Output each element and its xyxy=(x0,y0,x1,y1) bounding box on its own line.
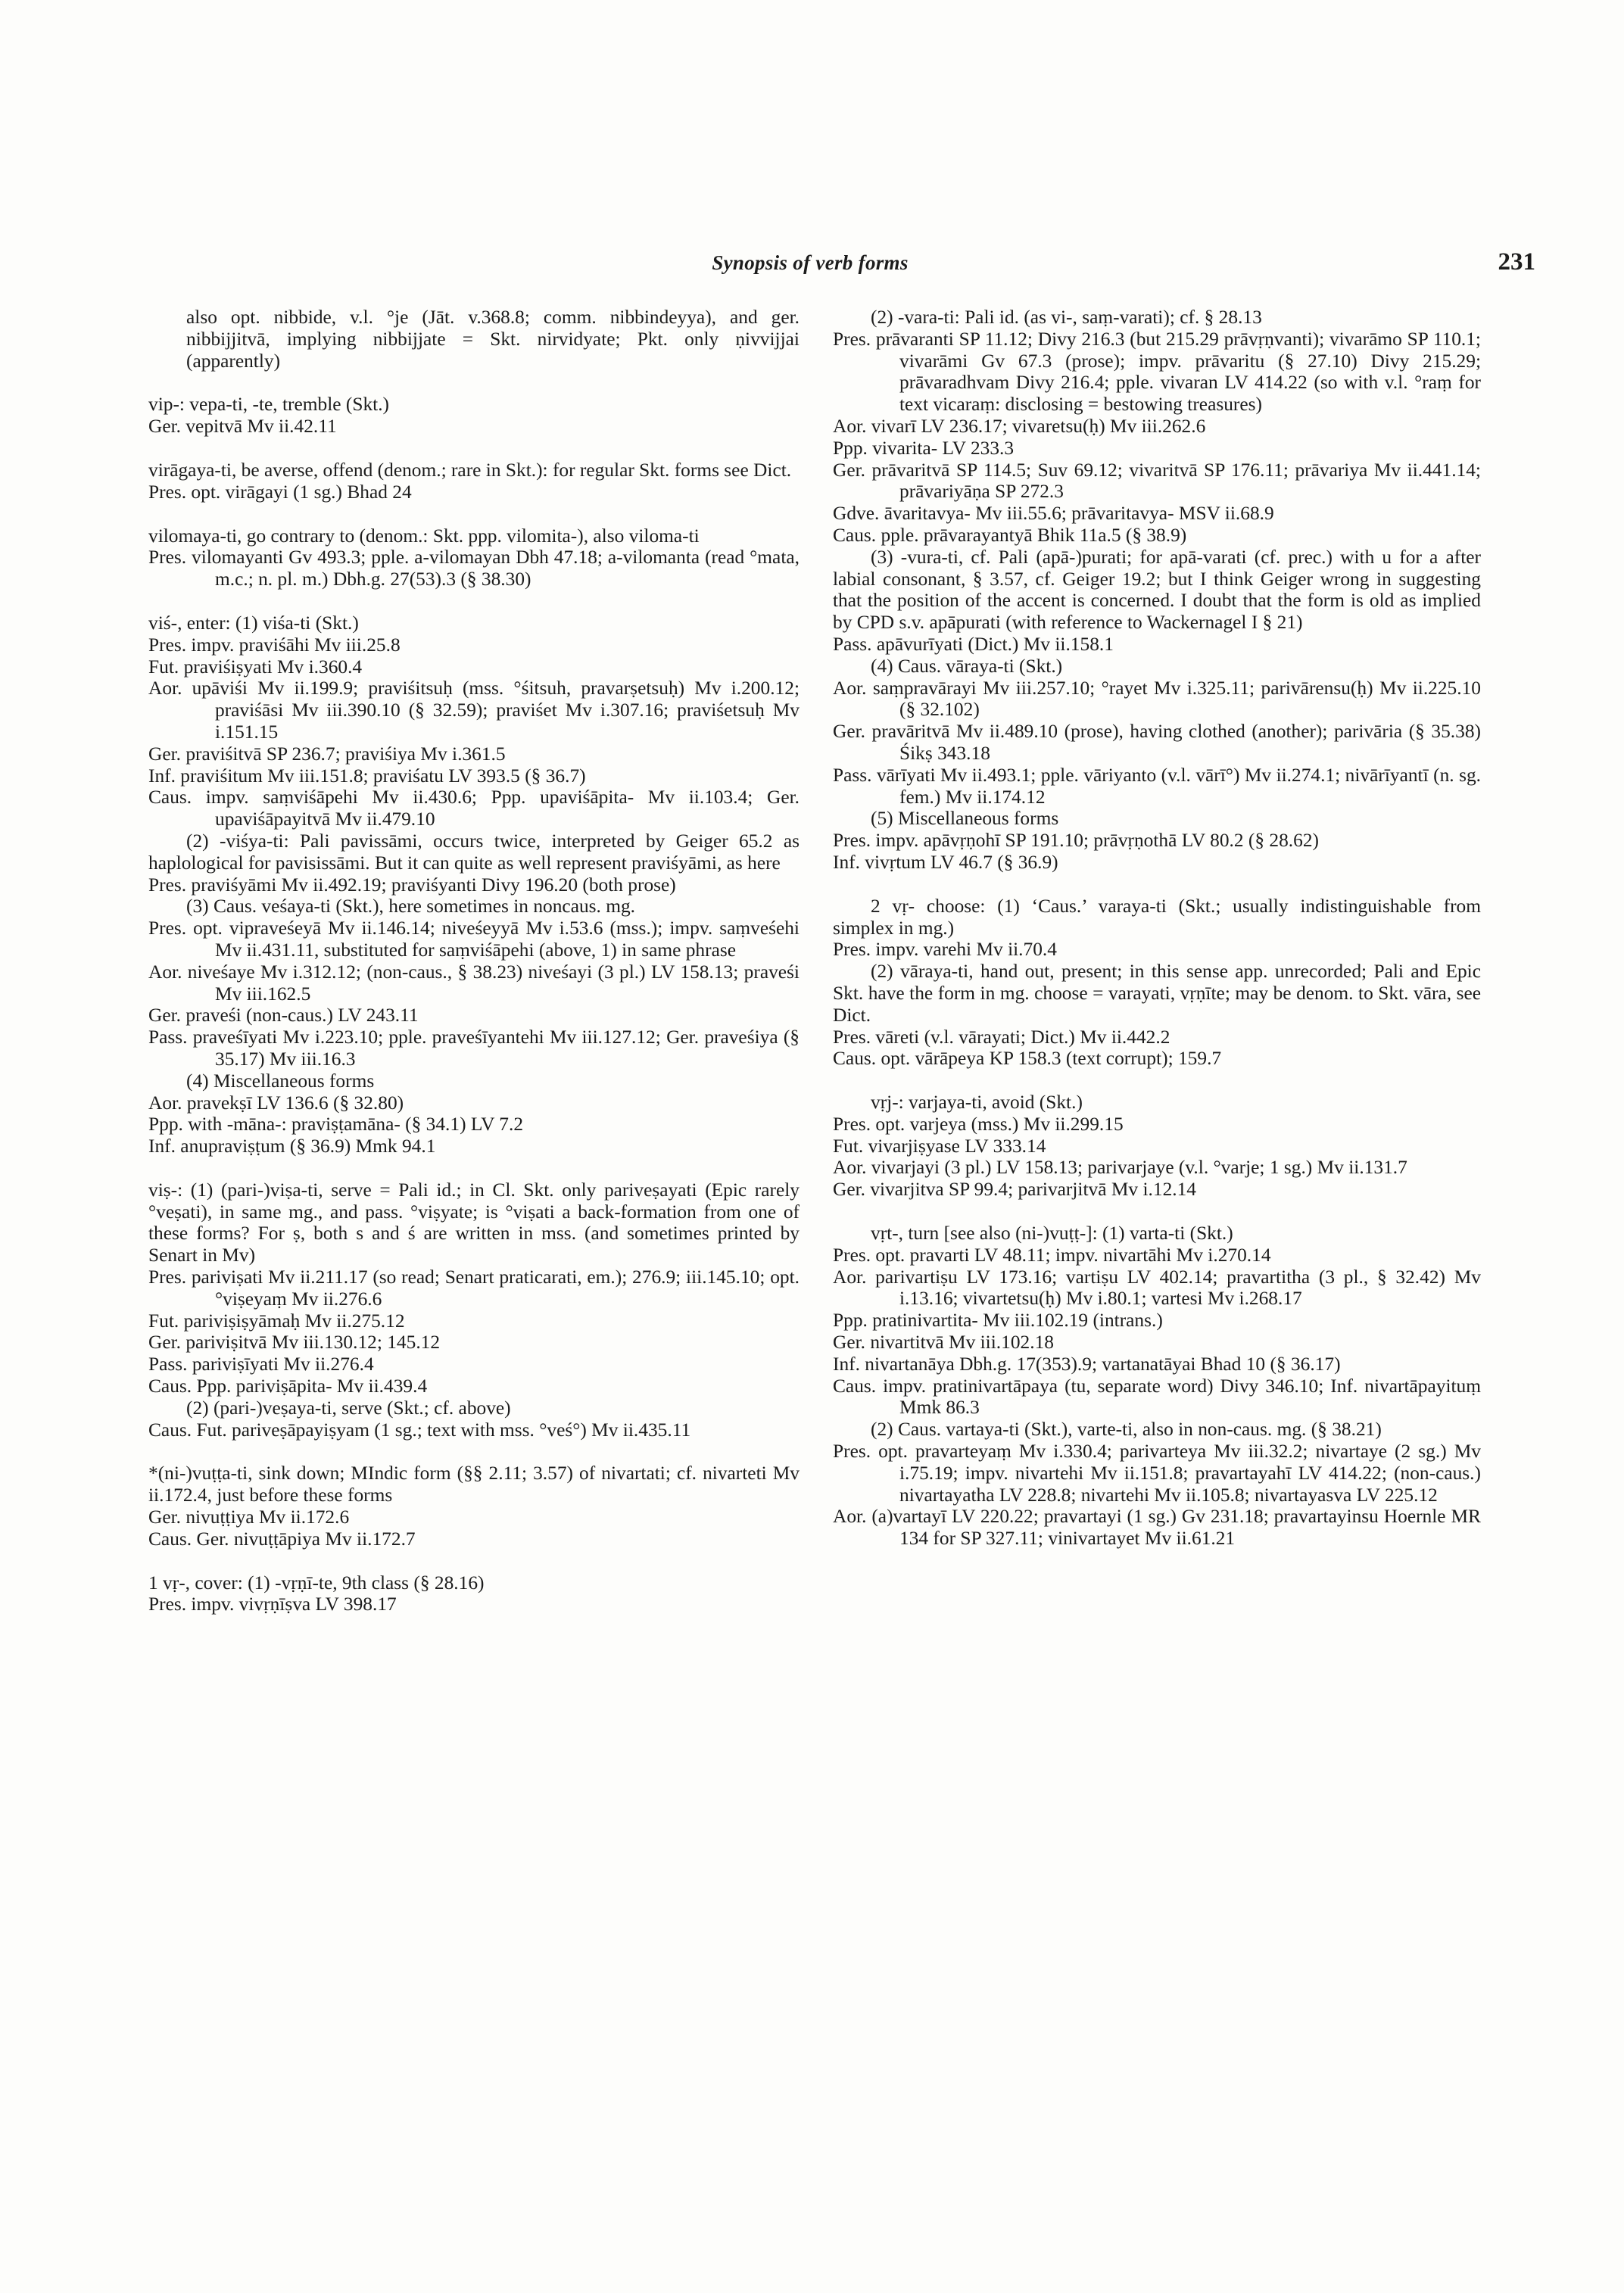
subsection-paragraph: (2) Caus. vartaya-ti (Skt.), varte-ti, also in non-caus. mg. (§ 38.21) xyxy=(871,1419,1382,1441)
entry-line: Ger. vivarjitva SP 99.4; parivarjitvā Mv i.12.14 xyxy=(833,1179,1197,1201)
lemma-heading: vṛj-: varjaya-ti, avoid (Skt.) xyxy=(871,1092,1083,1114)
entry-line: Caus. Ger. nivuṭṭāpiya Mv ii.172.7 xyxy=(148,1528,416,1550)
entry-line: Caus. Fut. pariveṣāpayiṣyam (1 sg.; text with mss. °veś°) Mv ii.435.11 xyxy=(148,1419,691,1441)
entry-line: Caus. opt. vārāpeya KP 158.3 (text corrupt); 159.7 xyxy=(833,1048,1222,1070)
subsection-paragraph: (3) -vura-ti, cf. Pali (apā-)purati; for apā-varati (cf. prec.) with u for a after labial consonant, § 3.57, cf. Geiger 19.2; but I think Geiger wrong in suggesting that the position of the accent is concerned. I doubt that the form is old as implied by CPD s.v. apāpurati (with reference to Wackernagel I § 21) xyxy=(833,546,1481,634)
entry-line: Aor. vivarī LV 236.17; vivaretsu(ḥ) Mv iii.262.6 xyxy=(833,415,1206,437)
entry-line: Inf. praviśitum Mv iii.151.8; praviśatu LV 393.5 (§ 36.7) xyxy=(148,765,586,787)
entry-line: Aor. upāviśi Mv ii.199.9; praviśitsuḥ (mss. °śitsuh, pravarṣetsuḥ) Mv i.200.12; praviśāsi Mv iii.390.10 (§ 32.59); praviśet Mv i.307.16; praviśetsuḥ Mv i.151.15 xyxy=(148,678,800,743)
entry-line: Pres. impv. apāvṛṇohī SP 191.10; prāvṛṇothā LV 80.2 (§ 28.62) xyxy=(833,830,1320,852)
entry-line: Fut. vivarjiṣyase LV 333.14 xyxy=(833,1135,1046,1157)
entry-line: Pres. vilomayanti Gv 493.3; pple. a-vilomayan Dbh 47.18; a-vilomanta (read °mata, m.c.; n. pl. m.) Dbh.g. 27(53).3 (§ 38.30) xyxy=(148,547,800,590)
running-header: Synopsis of verb forms xyxy=(712,251,909,274)
entry-line: Aor. (a)vartayī LV 220.22; pravartayi (1 sg.) Gv 231.18; pravartayinsu Hoernle MR 134 for SP 327.11; vinivartayet Mv ii.61.21 xyxy=(833,1506,1481,1550)
entry-line: Pres. praviśyāmi Mv ii.492.19; praviśyanti Divy 196.20 (both prose) xyxy=(148,874,676,896)
entry-line: Ger. prāvaritvā SP 114.5; Suv 69.12; vivaritvā SP 176.11; prāvariya Mv ii.441.14; prāvariyāṇa SP 272.3 xyxy=(833,459,1481,503)
entry-line: Gdve. āvaritavya- Mv iii.55.6; prāvaritavya- MSV ii.68.9 xyxy=(833,503,1274,525)
entry-line: Aor. vivarjayi (3 pl.) LV 158.13; parivarjaye (v.l. °varje; 1 sg.) Mv ii.131.7 xyxy=(833,1157,1407,1179)
entry-line: Fut. praviśiṣyati Mv i.360.4 xyxy=(148,656,363,678)
entry-line: Pres. impv. varehi Mv ii.70.4 xyxy=(833,939,1057,961)
entry-line: Caus. Ppp. pariviṣāpita- Mv ii.439.4 xyxy=(148,1375,428,1397)
subsection-paragraph: (2) (pari-)veṣaya-ti, serve (Skt.; cf. above) xyxy=(186,1397,511,1419)
entry-line: Pres. opt. vipraveśeyā Mv ii.146.14; niveśeyyā Mv i.53.6 (mss.); impv. saṃveśehi Mv ii.431.11, substituted for saṃviśāpehi (above, 1) in same phrase xyxy=(148,918,800,961)
entry-line: Aor. parivartiṣu LV 173.16; vartiṣu LV 402.14; pravartitha (3 pl., § 32.42) Mv i.13.16; vivartetsu(ḥ) Mv i.80.1; vartesi Mv i.268.17 xyxy=(833,1266,1481,1310)
entry-line: Pass. pariviṣīyati Mv ii.276.4 xyxy=(148,1354,374,1375)
entry-line: Ger. praviśitvā SP 236.7; praviśiya Mv i.361.5 xyxy=(148,743,506,765)
lemma-heading: vip-: vepa-ti, -te, tremble (Skt.) xyxy=(148,394,389,416)
entry-line: Caus. impv. pratinivartāpaya (tu, separate word) Divy 346.10; Inf. nivartāpayituṃ Mmk 86.3 xyxy=(833,1375,1481,1419)
entry-line: Ger. nivartitvā Mv iii.102.18 xyxy=(833,1332,1054,1354)
lemma-heading: vilomaya-ti, go contrary to (denom.: Skt. ppp. vilomita-), also viloma-ti xyxy=(148,525,700,547)
entry-line: Fut. pariviṣiṣyāmaḥ Mv ii.275.12 xyxy=(148,1310,405,1332)
lemma-heading: viś-, enter: (1) viśa-ti (Skt.) xyxy=(148,612,359,634)
entry-line: Ppp. vivarita- LV 233.3 xyxy=(833,437,1015,459)
entry-line: Ger. praveśi (non-caus.) LV 243.11 xyxy=(148,1005,419,1027)
left-column xyxy=(148,307,800,1615)
entry-line: Caus. impv. saṃviśāpehi Mv ii.430.6; Ppp. upaviśāpita- Mv ii.103.4; Ger. upaviśāpayitvā Mv ii.479.10 xyxy=(148,787,800,830)
subsection-paragraph: (4) Miscellaneous forms xyxy=(186,1070,375,1092)
entry-line: Ppp. pratinivartita- Mv iii.102.19 (intrans.) xyxy=(833,1310,1163,1332)
subsection-paragraph: (2) -vara-ti: Pali id. (as vi-, saṃ-varati); cf. § 28.13 xyxy=(871,307,1262,328)
entry-line: Aor. saṃpravārayi Mv iii.257.10; °rayet Mv i.325.11; parivārensu(ḥ) Mv ii.225.10 (§ 32.102) xyxy=(833,677,1481,721)
lemma-heading: vṛt-, turn [see also (ni-)vuṭṭ-]: (1) varta-ti (Skt.) xyxy=(871,1223,1233,1245)
lemma-heading: 2 vṛ- choose: (1) ‘Caus.’ varaya-ti (Skt.; usually indistinguishable from simplex in mg.) xyxy=(833,895,1481,939)
entry-line: Ger. vepitvā Mv ii.42.11 xyxy=(148,416,337,438)
subsection-paragraph: (4) Caus. vāraya-ti (Skt.) xyxy=(871,655,1063,677)
entry-line: Aor. pravekṣī LV 136.6 (§ 32.80) xyxy=(148,1092,404,1114)
lemma-heading: *(ni-)vuṭṭa-ti, sink down; MIndic form (§§ 2.11; 3.57) of nivartati; cf. nivarteti Mv ii.172.4, just before these forms xyxy=(148,1463,800,1506)
entry-line: Inf. anupraviṣṭum (§ 36.9) Mmk 94.1 xyxy=(148,1136,436,1157)
entry-line: Pres. impv. vivṛṇīṣva LV 398.17 xyxy=(148,1594,397,1615)
entry-line: Pres. pariviṣati Mv ii.211.17 (so read; Senart praticarati, em.); 276.9; iii.145.10; opt. °viṣeyaṃ Mv ii.276.6 xyxy=(148,1266,800,1310)
subsection-paragraph: (2) -viśya-ti: Pali pavissāmi, occurs twice, interpreted by Geiger 65.2 as haplological for pavisissāmi. But it can quite as well represent praviśyāmi, as here xyxy=(148,830,800,874)
entry-line: Pres. prāvaranti SP 11.12; Divy 216.3 (but 215.29 prāvṛṇvanti); vivarāmo SP 110.1; vivarāmi Gv 67.3 (prose); impv. prāvaritu (§ 27.10) Divy 215.29; prāvaradhvam Divy 216.4; pple. vivaran LV 414.22 (so with v.l. °raṃ for text vicaraṃ: disclosing = bestowing treasures) xyxy=(833,328,1481,416)
entry-line: Ppp. with -māna-: praviṣṭamāna- (§ 34.1) LV 7.2 xyxy=(148,1114,524,1136)
entry-line: Pres. opt. varjeya (mss.) Mv ii.299.15 xyxy=(833,1113,1124,1135)
entry-line: Ger. pariviṣitvā Mv iii.130.12; 145.12 xyxy=(148,1332,441,1354)
subsection-paragraph: (5) Miscellaneous forms xyxy=(871,808,1059,830)
lemma-heading: 1 vṛ-, cover: (1) -vṛṇī-te, 9th class (§ 28.16) xyxy=(148,1572,485,1594)
entry-line: Inf. nivartanāya Dbh.g. 17(353).9; vartanatāyai Bhad 10 (§ 36.17) xyxy=(833,1353,1341,1375)
entry-line: Ger. pravāritvā Mv ii.489.10 (prose), having clothed (another); parivāria (§ 35.38) Śikṣ 343.18 xyxy=(833,721,1481,764)
subsection-paragraph: (2) vāraya-ti, hand out, present; in this sense app. unrecorded; Pali and Epic Skt. have the form in mg. choose = varayati, vṛṇīte; may be denom. to Skt. vāra, see Dict. xyxy=(833,961,1481,1026)
entry-line: Inf. vivṛtum LV 46.7 (§ 36.9) xyxy=(833,851,1058,873)
entry-line: Pres. vāreti (v.l. vārayati; Dict.) Mv ii.442.2 xyxy=(833,1026,1170,1048)
entry-line: Pass. apāvurīyati (Dict.) Mv ii.158.1 xyxy=(833,633,1114,655)
entry-line: Pass. vārīyati Mv ii.493.1; pple. vāriyanto (v.l. vārī°) Mv ii.274.1; nivārīyantī (n. sg. fem.) Mv ii.174.12 xyxy=(833,764,1481,808)
entry-line: Pres. opt. pravarteyaṃ Mv i.330.4; parivarteya Mv iii.32.2; nivartaye (2 sg.) Mv i.75.19; impv. nivartehi Mv ii.151.8; pravartayahī LV 414.22; (non-caus.) nivartayatha LV 228.8; nivartehi Mv ii.105.8; nivartayasva LV 225.12 xyxy=(833,1441,1481,1506)
entry-line: Pres. opt. pravarti LV 48.11; impv. nivartāhi Mv i.270.14 xyxy=(833,1244,1271,1266)
lemma-heading: viṣ-: (1) (pari-)viṣa-ti, serve = Pali id.; in Cl. Skt. only pariveṣayati (Epic rarely °veṣati), in same mg., and pass. °viṣyate; is °viṣati a back-formation from one of these forms? For ṣ, both s and ś are written in mss. (and sometimes printed by Senart in Mv) xyxy=(148,1179,800,1266)
subsection-paragraph: (3) Caus. veśaya-ti (Skt.), here sometimes in noncaus. mg. xyxy=(186,896,636,918)
page-number: 231 xyxy=(1498,248,1535,276)
right-column xyxy=(833,307,1481,1550)
entry-line: Pres. impv. praviśāhi Mv iii.25.8 xyxy=(148,634,401,656)
entry-line: Aor. niveśaye Mv i.312.12; (non-caus., § 38.23) niveśayi (3 pl.) LV 158.13; praveśi Mv iii.162.5 xyxy=(148,961,800,1005)
lemma-heading: virāgaya-ti, be averse, offend (denom.; rare in Skt.): for regular Skt. forms see Dict. xyxy=(148,459,792,481)
entry-line: Pres. opt. virāgayi (1 sg.) Bhad 24 xyxy=(148,481,412,503)
entry-line: Pass. praveśīyati Mv i.223.10; pple. praveśīyantehi Mv iii.127.12; Ger. praveśiya (§ 35.17) Mv iii.16.3 xyxy=(148,1027,800,1070)
entry-line: Ger. nivuṭṭiya Mv ii.172.6 xyxy=(148,1506,350,1528)
entry-line: Caus. pple. prāvarayantyā Bhik 11a.5 (§ 38.9) xyxy=(833,524,1187,546)
paragraph: also opt. nibbide, v.l. °je (Jāt. v.368.8; comm. nibbindeyya), and ger. nibbijjitvā, implying nibbijjate = Skt. nirvidyate; Pkt. only ṇivvijjai (apparently) xyxy=(186,307,800,372)
